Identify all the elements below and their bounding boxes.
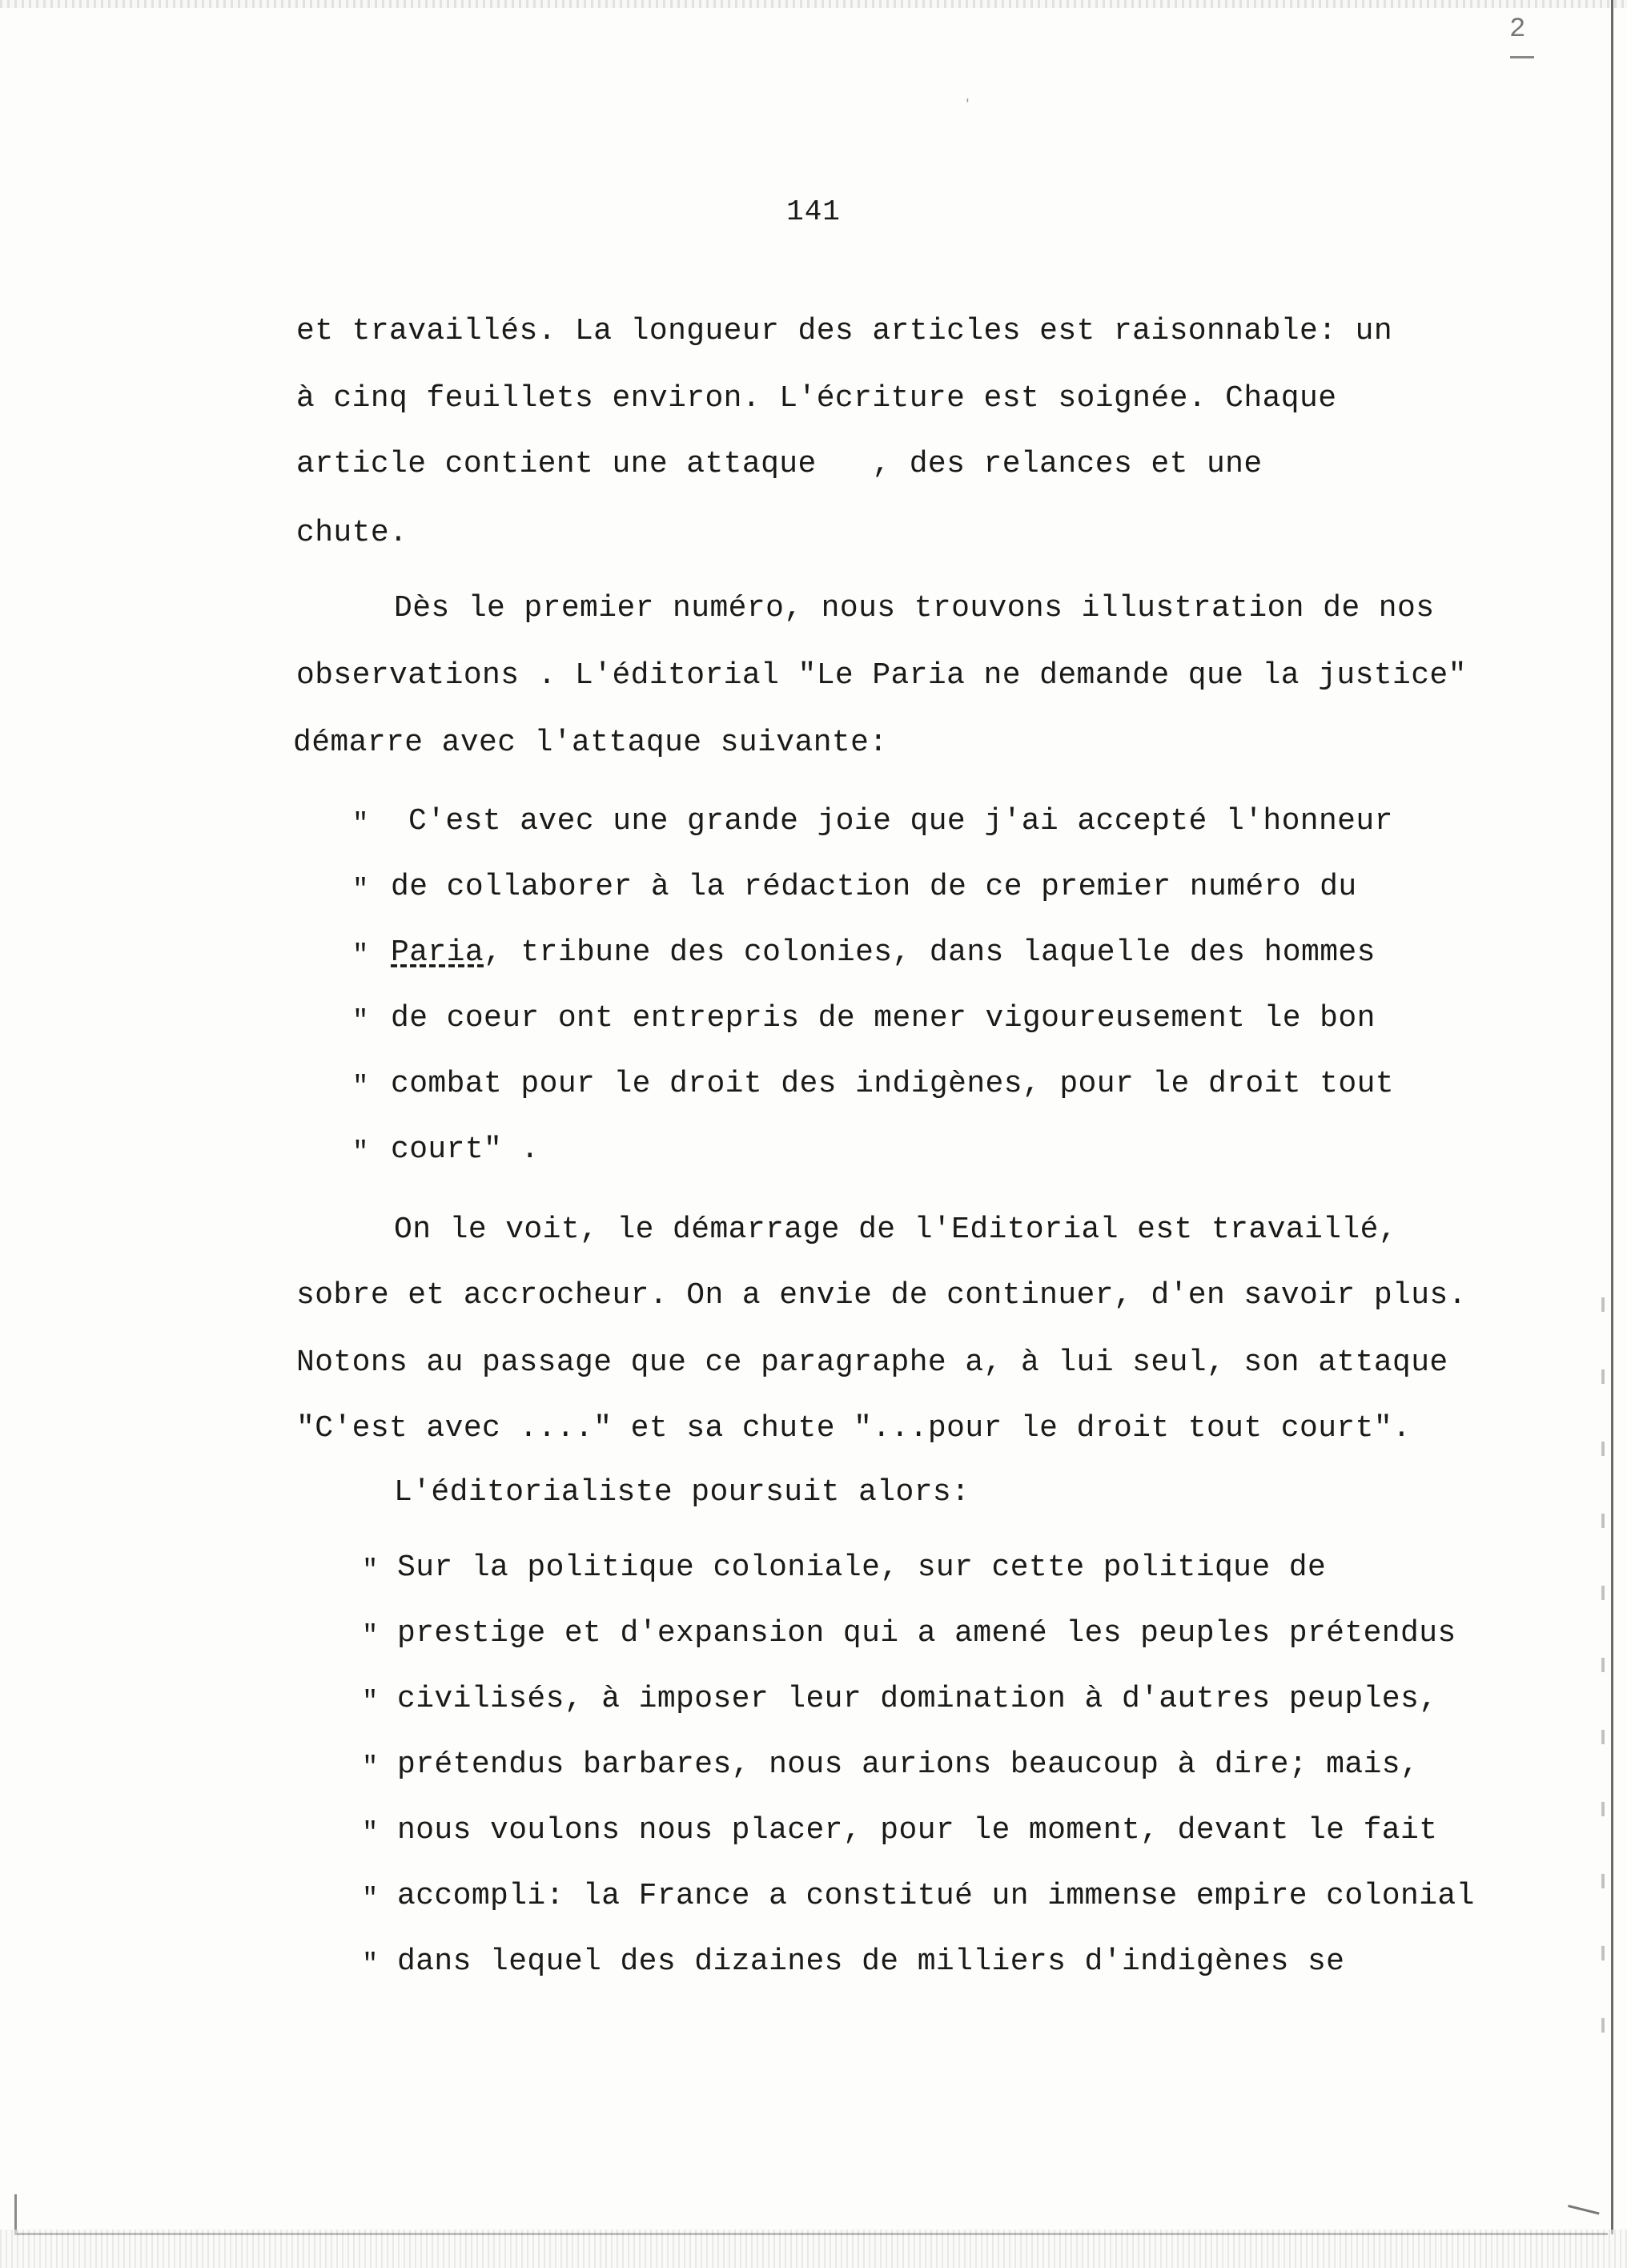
quote-line: accompli: la France a constitué un immense empire colonial: [397, 1879, 1475, 1913]
quote-line: de collaborer à la rédaction de ce premier numéro du: [391, 870, 1357, 904]
quote-line: de coeur ont entrepris de mener vigoureusement le bon: [391, 1001, 1376, 1035]
text-line: On le voit, le démarrage de l'Editorial est travaillé,: [394, 1212, 1397, 1247]
text-line: "C'est avec ...." et sa chute "...pour le droit tout court".: [296, 1411, 1412, 1446]
quote-mark: ": [352, 1072, 369, 1103]
text-line: à cinq feuillets environ. L'écriture est soignée. Chaque: [296, 381, 1337, 416]
stray-mark: ˌ: [961, 80, 974, 105]
quote-mark: ": [362, 1950, 379, 1980]
quote-mark: ": [352, 941, 369, 971]
text-line: L'éditorialiste poursuit alors:: [394, 1475, 970, 1510]
quote-mark: ": [352, 1138, 369, 1168]
quote-line: nous voulons nous placer, pour le moment, devant le fait: [397, 1813, 1438, 1848]
text-line: observations . L'éditorial "Le Paria ne demande que la justice": [296, 658, 1467, 693]
quote-mark: ": [352, 875, 369, 906]
quote-line: prestige et d'expansion qui a amené les peuples prétendus: [397, 1616, 1456, 1651]
quote-mark: ": [352, 810, 369, 840]
quote-mark: ": [362, 1753, 379, 1783]
text-line: article contient une attaque , des relances et une: [296, 447, 1263, 481]
quote-mark: ": [362, 1884, 379, 1915]
scan-edge-marks: [1601, 1297, 1605, 2082]
corner-mark-underline: [1510, 56, 1534, 58]
pencil-scribble: [1568, 2190, 1603, 2214]
publication-title: Paria: [391, 935, 484, 970]
quote-mark: ": [362, 1687, 379, 1718]
quote-mark: ": [362, 1556, 379, 1586]
text-line: chute.: [296, 516, 408, 550]
quote-mark: ": [362, 1819, 379, 1849]
scan-artifact-top: [0, 0, 1627, 8]
quote-line: Sur la politique coloniale, sur cette politique de: [397, 1550, 1327, 1585]
quote-line-rest: , tribune des colonies, dans laquelle des hommes: [484, 935, 1376, 970]
text-line: Notons au passage que ce paragraphe a, à lui seul, son attaque: [296, 1345, 1448, 1380]
quote-mark: ": [352, 1007, 369, 1037]
text-line: sobre et accrocheur. On a envie de continuer, d'en savoir plus.: [296, 1278, 1467, 1313]
quote-line: [391, 935, 1376, 971]
quote-line: combat pour le droit des indigènes, pour le droit tout: [391, 1067, 1394, 1101]
quote-line: court" .: [391, 1132, 540, 1167]
scan-edge-right: [1611, 0, 1613, 2234]
page-number: 141: [786, 195, 841, 228]
text-line: démarre avec l'attaque suivante:: [293, 726, 888, 760]
quote-mark: ": [362, 1622, 379, 1652]
quote-line: prétendus barbares, nous aurions beaucoup à dire; mais,: [397, 1747, 1420, 1782]
quote-line: civilisés, à imposer leur domination à d'autres peuples,: [397, 1682, 1438, 1716]
text-line: Dès le premier numéro, nous trouvons illustration de nos: [394, 591, 1435, 625]
scan-artifact-bottom: [0, 2230, 1627, 2268]
scan-edge-corner: [14, 2194, 17, 2234]
quote-line: C'est avec une grande joie que j'ai accepté l'honneur: [408, 804, 1393, 838]
text-line: et travaillés. La longueur des articles est raisonnable: un: [296, 314, 1393, 348]
corner-page-mark: 2: [1509, 14, 1526, 45]
quote-line: dans lequel des dizaines de milliers d'indigènes se: [397, 1944, 1345, 1979]
